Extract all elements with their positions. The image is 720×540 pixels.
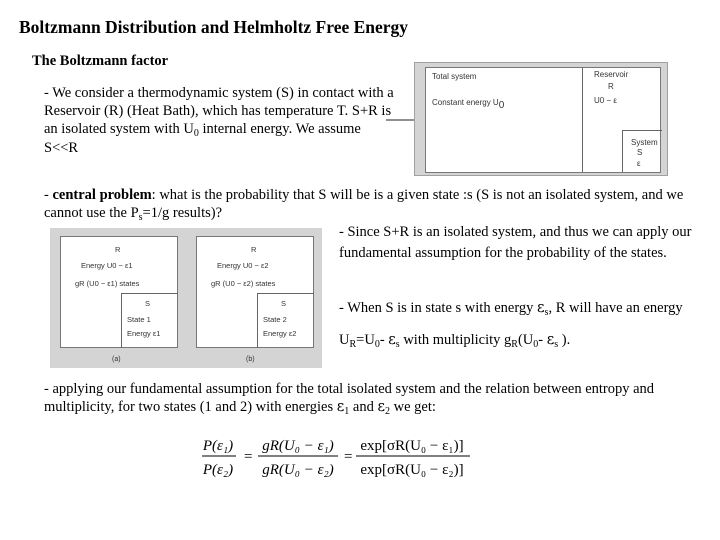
system-left-border: [622, 130, 623, 172]
state-s-b: , R will have an energy U: [339, 300, 683, 348]
panel-S: S: [145, 299, 151, 308]
state-s-f: (U: [517, 332, 534, 348]
section-heading: The Boltzmann factor: [32, 53, 169, 69]
panel-energy-tail: 0 − ε1: [112, 261, 133, 270]
panel-energy: [81, 261, 133, 270]
boltzmann-ratio-equation: [200, 430, 472, 484]
central-lead: -: [44, 187, 53, 203]
epsilon-symbol: ε: [377, 399, 385, 416]
panel-senergy: Energy ε2: [263, 329, 297, 338]
epsilon-symbol: ε: [537, 300, 545, 316]
reservoir-label: Reservoir: [594, 70, 629, 79]
panel-energy-tail: 0 − ε2: [248, 261, 269, 270]
intro-sub: 0: [193, 128, 199, 140]
panel-states: gR (U0 − ε1) states: [75, 279, 140, 288]
panel-system-left: [257, 293, 258, 348]
state-s-a: - When S is in state s with energy: [339, 300, 538, 316]
epsilon-symbol: ε: [336, 399, 345, 416]
state-s-sub2: s: [395, 339, 400, 350]
central-text: : what is the probability that S will be is a given state :s (S is not an isolated system, and we cannot use the P: [44, 187, 684, 222]
constant-energy-sub: 0: [498, 100, 505, 111]
epsilon-symbol: ε: [388, 332, 396, 348]
applying-text: - applying our fundamental assumption for the total isolated system and the relation between entropy and multiplicity, for two states (1 and 2) with energies: [44, 381, 655, 416]
total-system-figure: [414, 62, 668, 176]
panel-R: R: [115, 245, 121, 254]
caption-b: (b): [246, 356, 255, 363]
page-title: Boltzmann Distribution and Helmholtz Free Energy: [19, 17, 409, 37]
intro-text: - We consider a thermodynamic system (S) in contact with a Reservoir (R) (Heat Bath), which has temperature T. S+R is an isolated system with U: [44, 85, 394, 138]
state-s-sub0: 0: [374, 339, 380, 350]
total-system-box: [425, 67, 661, 173]
system-label: System: [631, 138, 658, 147]
central-bold: central problem: [52, 187, 152, 203]
eq-mid-num: gR(U₀ − ε₁): [262, 438, 334, 454]
isolated-paragraph: - Since S+R is an isolated system, and thus we can apply our fundamental assumption for the probability of the states.: [339, 224, 692, 261]
state-s-subR2: R: [511, 339, 518, 350]
total-system-label: Total system: [432, 72, 477, 81]
reservoir-energy: [594, 96, 617, 105]
applying-sub1: 1: [344, 406, 350, 418]
caption-a: (a): [112, 356, 121, 363]
system-top-border: [622, 130, 662, 131]
applying-tail: we get:: [389, 399, 436, 416]
panel-senergy: Energy ε1: [127, 329, 161, 338]
intro-paragraph: [44, 84, 394, 157]
applying-and: and: [349, 399, 378, 416]
eq-equals-1: =: [244, 449, 253, 465]
constant-energy-label: [432, 98, 505, 111]
panel-system-top: [121, 293, 178, 294]
panel-energy-u: Energy U: [81, 261, 113, 270]
state-s-g: -: [538, 332, 547, 348]
reservoir-R: R: [608, 82, 614, 91]
epsilon-symbol: ε: [546, 332, 555, 348]
central-tail: =1/g results)?: [142, 205, 222, 222]
central-problem-paragraph: [44, 186, 694, 222]
reservoir-energy-u: U: [594, 96, 600, 105]
state-s-sub1: s: [544, 307, 549, 318]
panel-energy: [217, 261, 269, 270]
state-s-paragraph: [339, 292, 699, 356]
state-s-h: ).: [558, 332, 571, 348]
reservoir-divider: [582, 68, 583, 172]
panel-system-left: [121, 293, 122, 348]
panel-energy-u: Energy U: [217, 261, 249, 270]
system-S: S: [637, 148, 643, 157]
state1-panel: [60, 236, 178, 348]
eq-rhs-num: exp[σR(U₀ − ε₁)]: [360, 438, 464, 454]
state-s-d: -: [379, 332, 389, 348]
eq-mid-den: gR(U₀ − ε₂): [262, 462, 334, 478]
state-s-subR: R: [349, 339, 357, 350]
panel-system-top: [257, 293, 314, 294]
applying-paragraph: [44, 380, 704, 416]
intro-tail: internal energy. We assume S<<R: [44, 121, 361, 156]
eq-equals-2: =: [344, 449, 353, 465]
panel-S: S: [281, 299, 287, 308]
system-eps: ε: [637, 159, 641, 168]
state2-panel: [196, 236, 314, 348]
applying-sub2: 2: [384, 406, 390, 418]
eq-lhs-num: P(ε₁): [202, 438, 234, 454]
reservoir-energy-tail: 0 − ε: [599, 96, 617, 105]
central-sub: s: [138, 212, 143, 224]
state-s-sub3: s: [554, 339, 559, 350]
constant-energy-text: Constant energy U: [432, 98, 499, 107]
state-s-c: =U: [356, 332, 375, 348]
panel-R: R: [251, 245, 257, 254]
panel-state: State 1: [127, 315, 151, 324]
panel-states: gR (U0 − ε2) states: [211, 279, 276, 288]
two-states-figure: [50, 228, 322, 368]
panel-state: State 2: [263, 315, 287, 324]
state-s-e: with multiplicity g: [399, 332, 512, 348]
state-s-sub02: 0: [533, 339, 539, 350]
eq-rhs-den: exp[σR(U₀ − ε₂)]: [360, 462, 464, 478]
eq-lhs-den: P(ε₂): [202, 462, 234, 478]
